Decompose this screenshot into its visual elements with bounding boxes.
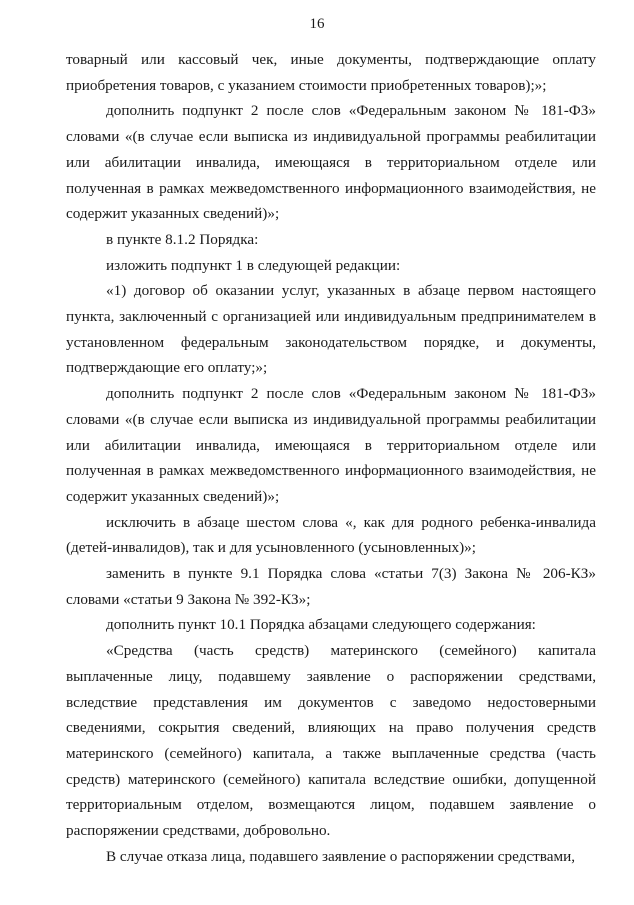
paragraph: изложить подпункт 1 в следующей редакции:	[106, 256, 401, 274]
paragraph: В случае отказа лица, подавшего заявление о распоряжении средствами,	[106, 847, 576, 865]
paragraph: исключить в абзаце шестом слова «, как для родного ребенка-инвалида (детей-инвалидов), так и для усыновленного (усыновленных)»;	[66, 513, 596, 557]
paragraph: заменить в пункте 9.1 Порядка слова «статьи 7(3) Закона № 206-КЗ» словами «статьи 9 Закона № 392-КЗ»;	[66, 565, 596, 608]
paragraph: дополнить пункт 10.1 Порядка абзацами следующего содержания:	[106, 616, 536, 634]
page-number: 16	[309, 16, 325, 32]
paragraph: «Средства (часть средств) материнского (семейного) капитала выплаченные лицу, подавшему заявление о распоряжении средствами, вследствие представления им документов с заведомо недостоверными сведениями, сокрытия сведений, влияющих на право получения средств материнского (семейного) капитала, а также выплаченные средства (часть средств) материнского (семейного) капитала вследствие ошибки, допущенной территориальным отделом, возмещаются лицом, подавшем заявление о распоряжении средствами, добровольно.	[66, 642, 596, 840]
document-body	[66, 47, 596, 870]
paragraph: дополнить подпункт 2 после слов «Федеральным законом № 181-ФЗ» словами «(в случае если выписка из индивидуальной программы реабилитации или абилитации инвалида, имеющаяся в территориальном отделе или полученная в рамках межведомственного информационного взаимодействия, не содержит указанных сведений)»;	[66, 385, 596, 505]
paragraph: «1) договор об оказании услуг, указанных в абзаце первом настоящего пункта, заключенный с организацией или индивидуальным предпринимателем в установленном федеральным законодательством порядке, и документы, подтверждающие его оплату;»;	[66, 282, 596, 377]
paragraph: дополнить подпункт 2 после слов «Федеральным законом № 181-ФЗ» словами «(в случае если выписка из индивидуальной программы реабилитации или абилитации инвалида, имеющаяся в территориальном отделе или полученная в рамках межведомственного информационного взаимодействия, не содержит указанных сведений)»;	[66, 102, 596, 223]
paragraph: в пункте 8.1.2 Порядка:	[106, 230, 259, 248]
paragraph-continuation: товарный или кассовый чек, иные документы, подтверждающие оплату приобретения товаров, с указанием стоимости приобретенных товаров);»;	[66, 51, 596, 94]
